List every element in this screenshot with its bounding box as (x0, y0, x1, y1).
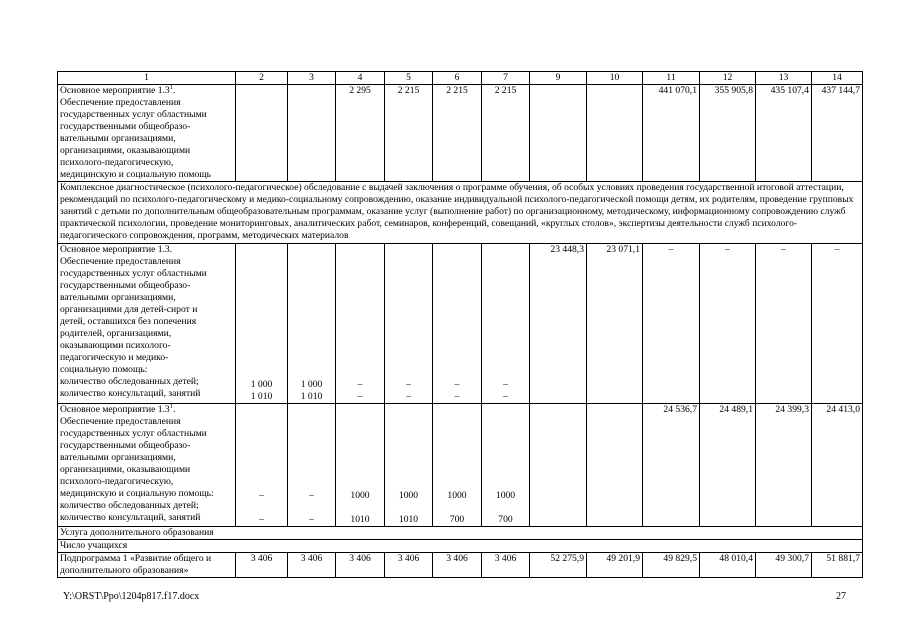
value-cell: 3 406 (385, 553, 433, 578)
value-stack: – – (357, 379, 363, 402)
value-cell: 24 399,3 (756, 404, 812, 527)
value-stack: 1000 700 (495, 490, 516, 525)
value-cell: 49 829,5 (643, 553, 700, 578)
value-cell: 2 215 (482, 85, 530, 182)
value-cell: 2 295 (336, 85, 385, 182)
value-cell: 49 300,7 (756, 553, 812, 578)
value-cell: – (700, 244, 756, 404)
value-cell: 2 215 (385, 85, 433, 182)
description-row (58, 182, 863, 244)
value-cell (385, 244, 433, 404)
value-cell: 23 448,3 (530, 244, 587, 404)
value-cell (587, 85, 643, 182)
activity-description: Обеспечение предоставления государственных услуг областными государственными общеобразо- вательными организациями, организациями, оказывающими психолого-педагогическую, медицинскую и социальную помощь (60, 97, 212, 180)
value-cell: 24 413,0 (812, 404, 863, 527)
value-cell: 23 071,1 (587, 244, 643, 404)
subprogram-name-cell: Подпрограмма 1 «Развитие общего и дополнительного образования» (58, 553, 236, 578)
activity-title: Основное мероприятие 1.3 (60, 85, 170, 96)
service-description: Комплексное диагностическое (психолого-педагогическое) обследование с выдачей заключения о программе обучения, об особых условиях проведения государственной итоговой аттестации, рекомендаций по психолого-педагогическому и медико-социальному сопровождению, оказание индивидуальной психолого-педагогической помощи детям, их родителям, проведение групповых занятий с детьми по дополнительным общеобразовательным программам, оказание услуг (выполнение работ) по организационному, методическому, информационному сопровождению служб практической психологии, проведение мониторинговых, аналитических работ, семинаров, конференций, совещаний, «круглых столов», экспертизы деятельности служб психолого-педагогического сопровождения, программ, методических материалов (58, 182, 863, 244)
header-cell: 1 (58, 72, 236, 85)
header-cell: 3 (288, 72, 336, 85)
value-cell: 3 406 (482, 553, 530, 578)
value-stack: 1000 1010 (398, 490, 419, 525)
header-cell: 4 (336, 72, 385, 85)
value-cell: 24 489,1 (700, 404, 756, 527)
value-cell: – (756, 244, 812, 404)
activity-title-end: . (172, 85, 176, 96)
activity-name-cell: Основное мероприятие 1.3. Обеспечение предоставления государственных услуг областными государственными общеобразо- вательными организациями, организациями для детей-сирот и детей, оставшихся без попечения родителей, организациями, оказывающими психолого- педагогическую и медико- социальную помощь: количество обследованных детей; количество консультаций, занятий (58, 244, 236, 404)
value-cell (482, 404, 530, 527)
value-cell (433, 404, 482, 527)
header-cell: 7 (482, 72, 530, 85)
value-cell: 3 406 (336, 553, 385, 578)
header-cell: 10 (587, 72, 643, 85)
activity-name-cell (58, 404, 236, 527)
header-cell: 9 (530, 72, 587, 85)
value-cell (530, 404, 587, 527)
value-cell: 51 881,7 (812, 553, 863, 578)
value-cell (236, 244, 288, 404)
value-stack: 1 000 1 010 (250, 379, 273, 402)
value-cell: 3 406 (433, 553, 482, 578)
header-cell: 14 (812, 72, 863, 85)
activity-description: Обеспечение предоставления государственных услуг областными государственными общеобразо- вательными организациями, организациями, оказывающими психолого-педагогическую, медицинскую и социальную помощь: количество обследованных детей; количество консультаций, занятий (60, 416, 214, 523)
value-cell: 52 275,9 (530, 553, 587, 578)
service-label: Услуга дополнительного образования (58, 527, 863, 540)
value-cell (336, 404, 385, 527)
value-stack: 1 000 1 010 (300, 379, 323, 402)
value-cell (385, 404, 433, 527)
value-stack: – – (503, 379, 508, 402)
header-cell: 13 (756, 72, 812, 85)
value-stack: 1000 1010 (350, 490, 370, 525)
header-cell: 12 (700, 72, 756, 85)
value-stack: – – (454, 379, 460, 402)
footnote-mark: 1 (169, 403, 173, 410)
activity-row-2 (58, 244, 863, 404)
value-cell: 437 144,7 (812, 85, 863, 182)
pupils-label: Число учащихся (58, 540, 863, 553)
value-stack: – – (309, 490, 314, 525)
footnote-mark: 1 (169, 84, 173, 91)
header-cell: 11 (643, 72, 700, 85)
value-stack: 1000 700 (447, 490, 467, 525)
header-row (58, 72, 863, 85)
value-cell (433, 244, 482, 404)
value-cell: 2 215 (433, 85, 482, 182)
value-cell (236, 85, 288, 182)
activity-row-3 (58, 404, 863, 527)
value-cell: 24 536,7 (643, 404, 700, 527)
value-stack: – – (259, 490, 264, 525)
value-cell: – (812, 244, 863, 404)
program-table (57, 71, 863, 578)
value-cell (288, 85, 336, 182)
footer-file-path: Y:\ORST\Ppo\1204p817.f17.docx (63, 591, 200, 602)
value-cell: 441 070,1 (643, 85, 700, 182)
value-cell: 3 406 (288, 553, 336, 578)
value-stack: – – (406, 379, 411, 402)
subprogram-row (58, 553, 863, 578)
service-row (58, 527, 863, 540)
value-cell (482, 244, 530, 404)
pupils-row (58, 540, 863, 553)
value-cell: 3 406 (236, 553, 288, 578)
value-cell: 355 905,8 (700, 85, 756, 182)
activity-title: Основное мероприятие 1.3 (60, 404, 170, 415)
value-cell: 435 107,4 (756, 85, 812, 182)
value-cell: 49 201,9 (587, 553, 643, 578)
value-cell (336, 244, 385, 404)
value-cell (236, 404, 288, 527)
value-cell (530, 85, 587, 182)
value-cell (288, 244, 336, 404)
header-cell: 5 (385, 72, 433, 85)
header-cell: 6 (433, 72, 482, 85)
value-cell (288, 404, 336, 527)
activity-name-cell (58, 85, 236, 182)
header-cell: 2 (236, 72, 288, 85)
activity-title-end: . (172, 404, 176, 415)
activity-row-1 (58, 85, 863, 182)
value-cell: – (643, 244, 700, 404)
page-number: 27 (836, 591, 846, 602)
value-cell: 48 010,4 (700, 553, 756, 578)
value-cell (587, 404, 643, 527)
